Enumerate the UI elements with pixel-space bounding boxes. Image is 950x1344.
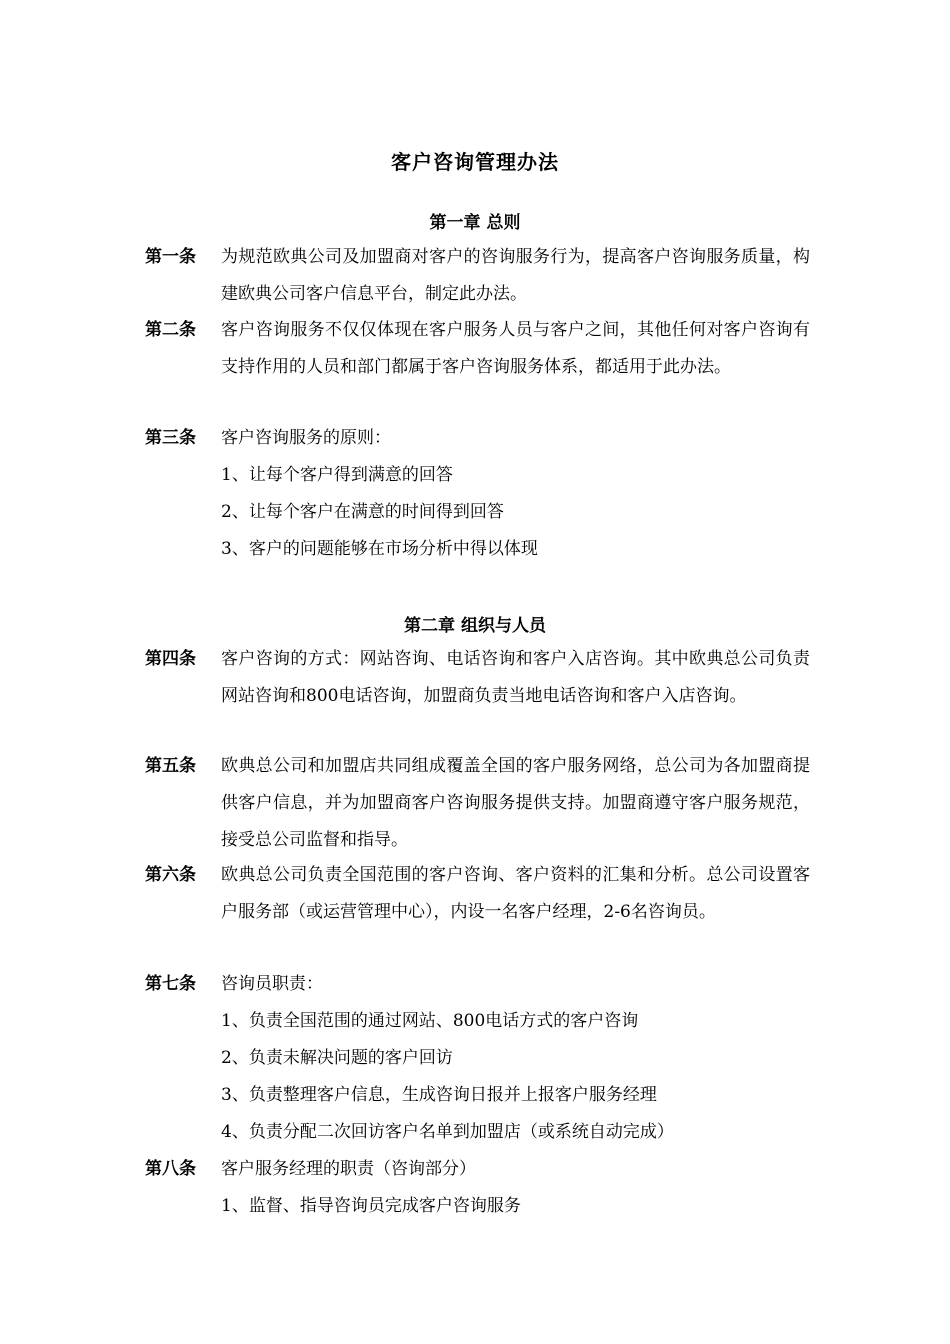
article-text: 为规范欧典公司及加盟商对客户的咨询服务行为，提高客户咨询服务质量，构建欧典公司客户信息平台，制定此办法。 bbox=[221, 247, 810, 304]
chapter-heading-2: 第二章 组织与人员 bbox=[404, 616, 546, 636]
article-label: 第一条 bbox=[145, 247, 196, 267]
article-label: 第二条 bbox=[145, 320, 196, 340]
article-text: 欧典总公司负责全国范围的客户咨询、客户资料的汇集和分析。总公司设置客户服务部（或运营管理中心），内设一名客户经理，2-6名咨询员。 bbox=[221, 865, 810, 922]
article-label: 第七条 bbox=[145, 974, 196, 994]
article-label: 第三条 bbox=[145, 428, 196, 448]
list-item: 3、负责整理客户信息，生成咨询日报并上报客户服务经理 bbox=[221, 1085, 657, 1105]
list-item: 1、负责全国范围的通过网站、800电话方式的客户咨询 bbox=[221, 1011, 639, 1031]
list-item: 1、让每个客户得到满意的回答 bbox=[221, 465, 453, 485]
article-text: 客户服务经理的职责（咨询部分） bbox=[221, 1159, 476, 1179]
article-8 bbox=[145, 1151, 810, 1188]
article-text: 客户咨询服务的原则： bbox=[221, 428, 391, 448]
article-1 bbox=[145, 239, 810, 313]
article-label: 第六条 bbox=[145, 865, 196, 885]
chapter-heading-1: 第一章 总则 bbox=[429, 213, 521, 233]
article-6 bbox=[145, 857, 810, 931]
list-item: 3、客户的问题能够在市场分析中得以体现 bbox=[221, 539, 538, 559]
document-title: 客户咨询管理办法 bbox=[391, 150, 559, 174]
article-label: 第五条 bbox=[145, 756, 196, 776]
article-text: 客户咨询的方式：网站咨询、电话咨询和客户入店咨询。其中欧典总公司负责网站咨询和800电话咨询，加盟商负责当地电话咨询和客户入店咨询。 bbox=[221, 649, 810, 706]
article-text: 欧典总公司和加盟店共同组成覆盖全国的客户服务网络，总公司为各加盟商提供客户信息，并为加盟商客户咨询服务提供支持。加盟商遵守客户服务规范，接受总公司监督和指导。 bbox=[221, 756, 810, 850]
article-3 bbox=[145, 420, 810, 457]
list-item: 2、让每个客户在满意的时间得到回答 bbox=[221, 502, 504, 522]
article-label: 第八条 bbox=[145, 1159, 196, 1179]
list-item: 2、负责未解决问题的客户回访 bbox=[221, 1048, 453, 1068]
article-7 bbox=[145, 966, 810, 1003]
article-4 bbox=[145, 641, 810, 715]
article-2 bbox=[145, 312, 810, 386]
article-label: 第四条 bbox=[145, 649, 196, 669]
article-text: 咨询员职责： bbox=[221, 974, 323, 994]
list-item: 1、监督、指导咨询员完成客户咨询服务 bbox=[221, 1196, 521, 1216]
article-5 bbox=[145, 748, 810, 859]
list-item: 4、负责分配二次回访客户名单到加盟店（或系统自动完成） bbox=[221, 1122, 674, 1142]
article-text: 客户咨询服务不仅仅体现在客户服务人员与客户之间，其他任何对客户咨询有支持作用的人员和部门都属于客户咨询服务体系，都适用于此办法。 bbox=[221, 320, 810, 377]
